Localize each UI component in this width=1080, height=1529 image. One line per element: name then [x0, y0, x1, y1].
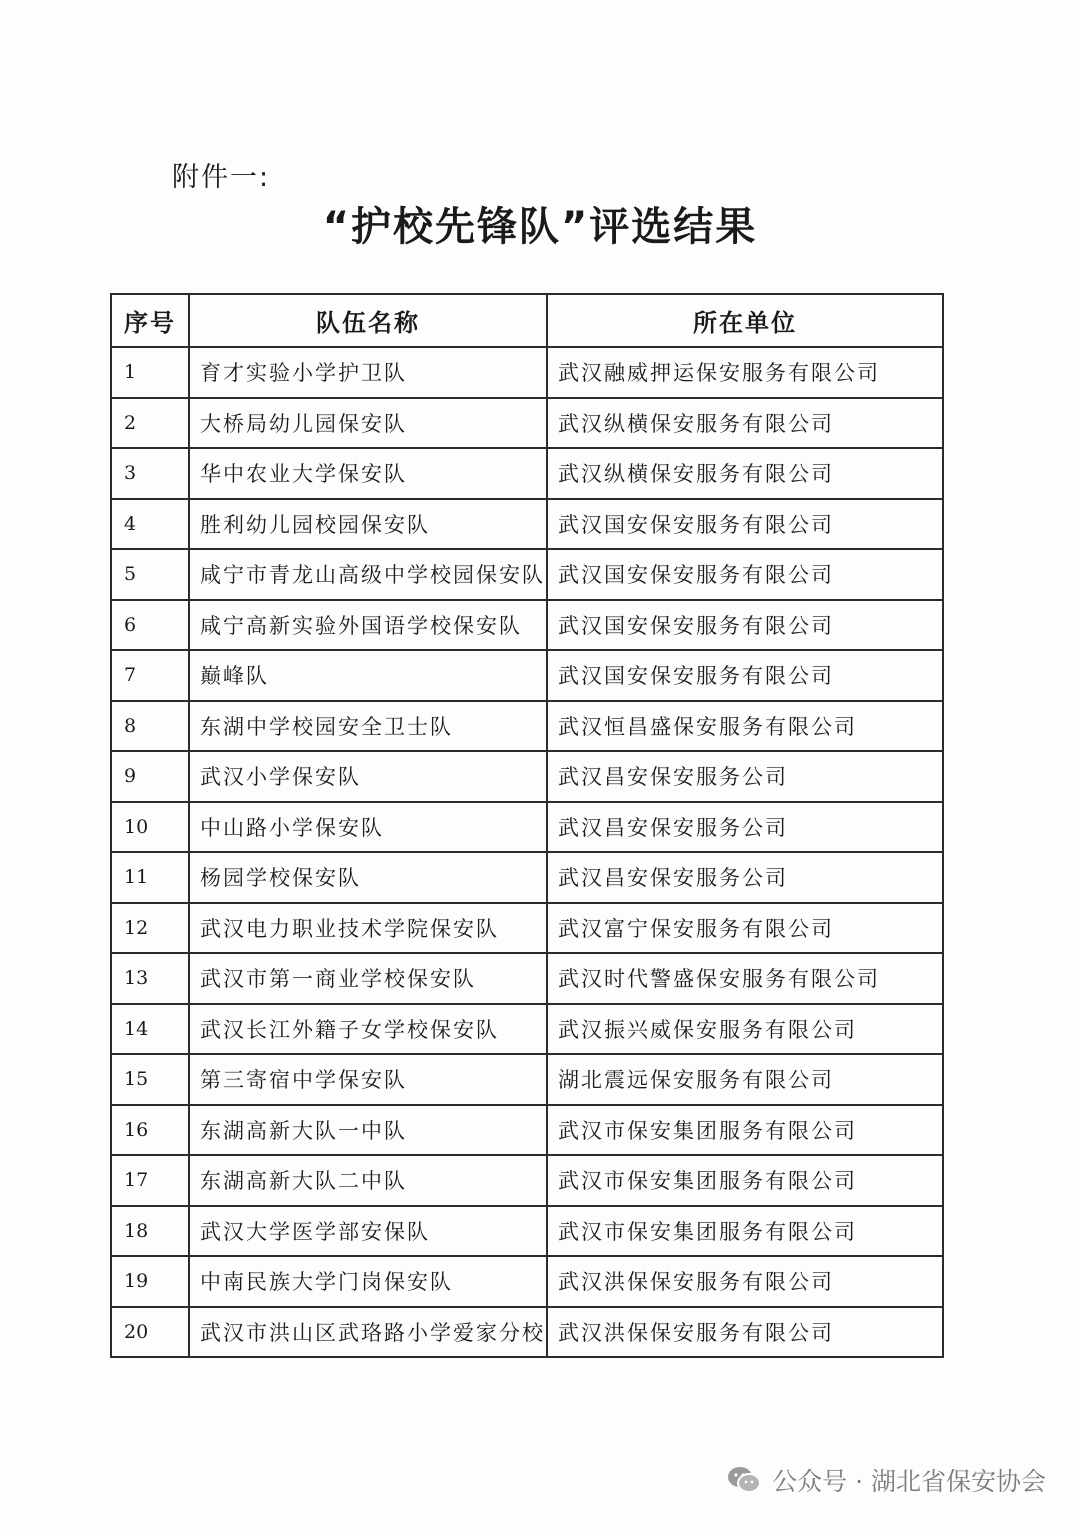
row-index: 16 — [111, 1105, 189, 1156]
results-table — [110, 293, 944, 1358]
row-index: 17 — [111, 1155, 189, 1206]
unit-cell: 武汉国安保安服务有限公司 — [547, 650, 943, 701]
unit-cell: 武汉融威押运保安服务有限公司 — [547, 347, 943, 398]
team-name-cell: 武汉小学保安队 — [189, 751, 547, 802]
unit-cell: 武汉洪保保安服务有限公司 — [547, 1256, 943, 1307]
row-index: 14 — [111, 1004, 189, 1055]
table-row — [111, 852, 943, 903]
table-row — [111, 1155, 943, 1206]
row-index: 8 — [111, 701, 189, 752]
table-row — [111, 398, 943, 449]
table-body — [111, 347, 943, 1357]
unit-cell: 武汉昌安保安服务公司 — [547, 802, 943, 853]
table-row — [111, 1256, 943, 1307]
row-index: 7 — [111, 650, 189, 701]
unit-cell: 武汉振兴威保安服务有限公司 — [547, 1004, 943, 1055]
table-row — [111, 1004, 943, 1055]
team-name-cell: 中山路小学保安队 — [189, 802, 547, 853]
row-index: 1 — [111, 347, 189, 398]
team-name-cell: 咸宁高新实验外国语学校保安队 — [189, 600, 547, 651]
attachment-label: 附件一: — [172, 162, 271, 193]
row-index: 5 — [111, 549, 189, 600]
unit-cell: 武汉纵横保安服务有限公司 — [547, 448, 943, 499]
team-name-cell: 东湖高新大队一中队 — [189, 1105, 547, 1156]
row-index: 18 — [111, 1206, 189, 1257]
unit-cell: 武汉昌安保安服务公司 — [547, 852, 943, 903]
header-unit: 所在单位 — [547, 294, 943, 347]
table-row — [111, 1307, 943, 1358]
unit-cell: 湖北震远保安服务有限公司 — [547, 1054, 943, 1105]
wechat-icon — [726, 1465, 762, 1495]
team-name-cell: 东湖中学校园安全卫士队 — [189, 701, 547, 752]
table-row — [111, 1054, 943, 1105]
table-row — [111, 1105, 943, 1156]
unit-cell: 武汉国安保安服务有限公司 — [547, 499, 943, 550]
unit-cell: 武汉洪保保安服务有限公司 — [547, 1307, 943, 1358]
table-header-row — [111, 294, 943, 347]
unit-cell: 武汉市保安集团服务有限公司 — [547, 1206, 943, 1257]
team-name-cell: 巅峰队 — [189, 650, 547, 701]
team-name-cell: 第三寄宿中学保安队 — [189, 1054, 547, 1105]
table-row — [111, 953, 943, 1004]
team-name-cell: 胜利幼儿园校园保安队 — [189, 499, 547, 550]
team-name-cell: 中南民族大学门岗保安队 — [189, 1256, 547, 1307]
team-name-cell: 华中农业大学保安队 — [189, 448, 547, 499]
row-index: 4 — [111, 499, 189, 550]
unit-cell: 武汉市保安集团服务有限公司 — [547, 1155, 943, 1206]
watermark-text: 公众号 · 湖北省保安协会 — [772, 1467, 1046, 1496]
document-title: “护校先锋队”评选结果 — [322, 204, 758, 250]
header-team-name: 队伍名称 — [189, 294, 547, 347]
team-name-cell: 杨园学校保安队 — [189, 852, 547, 903]
team-name-cell: 东湖高新大队二中队 — [189, 1155, 547, 1206]
table-row — [111, 549, 943, 600]
unit-cell: 武汉时代警盛保安服务有限公司 — [547, 953, 943, 1004]
team-name-cell: 武汉大学医学部安保队 — [189, 1206, 547, 1257]
row-index: 10 — [111, 802, 189, 853]
table-row — [111, 347, 943, 398]
row-index: 3 — [111, 448, 189, 499]
unit-cell: 武汉恒昌盛保安服务有限公司 — [547, 701, 943, 752]
row-index: 19 — [111, 1256, 189, 1307]
unit-cell: 武汉市保安集团服务有限公司 — [547, 1105, 943, 1156]
table-row — [111, 600, 943, 651]
table-row — [111, 903, 943, 954]
row-index: 13 — [111, 953, 189, 1004]
table-row — [111, 802, 943, 853]
team-name-cell: 武汉电力职业技术学院保安队 — [189, 903, 547, 954]
unit-cell: 武汉富宁保安服务有限公司 — [547, 903, 943, 954]
table-row — [111, 448, 943, 499]
table-row — [111, 701, 943, 752]
row-index: 15 — [111, 1054, 189, 1105]
table-row — [111, 499, 943, 550]
row-index: 12 — [111, 903, 189, 954]
team-name-cell: 武汉长江外籍子女学校保安队 — [189, 1004, 547, 1055]
row-index: 20 — [111, 1307, 189, 1358]
row-index: 6 — [111, 600, 189, 651]
table-row — [111, 650, 943, 701]
team-name-cell: 育才实验小学护卫队 — [189, 347, 547, 398]
row-index: 9 — [111, 751, 189, 802]
table-row — [111, 751, 943, 802]
row-index: 2 — [111, 398, 189, 449]
team-name-cell: 咸宁市青龙山高级中学校园保安队 — [189, 549, 547, 600]
unit-cell: 武汉国安保安服务有限公司 — [547, 549, 943, 600]
unit-cell: 武汉纵横保安服务有限公司 — [547, 398, 943, 449]
watermark — [726, 1462, 1046, 1498]
unit-cell: 武汉昌安保安服务公司 — [547, 751, 943, 802]
team-name-cell: 大桥局幼儿园保安队 — [189, 398, 547, 449]
team-name-cell: 武汉市洪山区武珞路小学爱家分校 — [189, 1307, 547, 1358]
row-index: 11 — [111, 852, 189, 903]
team-name-cell: 武汉市第一商业学校保安队 — [189, 953, 547, 1004]
unit-cell: 武汉国安保安服务有限公司 — [547, 600, 943, 651]
header-index: 序号 — [111, 294, 189, 347]
table-row — [111, 1206, 943, 1257]
